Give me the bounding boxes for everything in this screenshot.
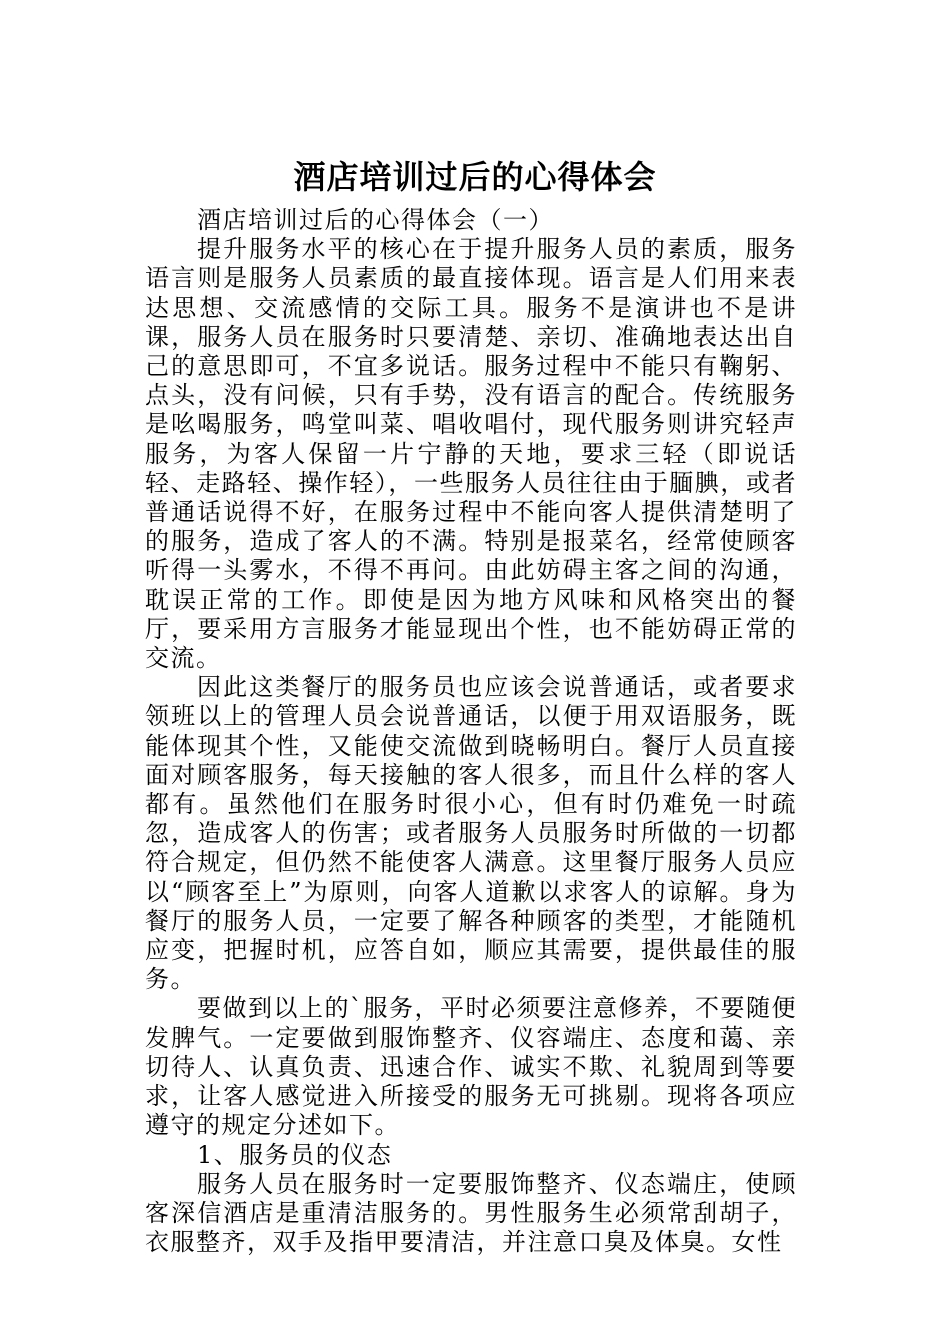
paragraph: 因此这类餐厅的服务员也应该会说普通话，或者要求领班以上的管理人员会说普通话，以便于用双语服务，既能体现其个性，又能使交流做到晓畅明白。餐厅人员直接面对顾客服务，每天接触的客人很多，而且什么样的客人都有。虽然他们在服务时很小心，但有时仍难免一时疏忽，造成客人的伤害；或者服务人员服务时所做的一切都符合规定，但仍然不能使客人满意。这里餐厅服务人员应以“顾客至上”为原则，向客人道歉以求客人的谅解。身为餐厅的服务人员，一定要了解各种顾客的类型，才能随机应变，把握时机，应答自如，顺应其需要，提供最佳的服务。 [145, 673, 797, 994]
paragraph: 服务人员在服务时一定要服饰整齐、仪态端庄，使顾客深信酒店是重清洁服务的。男性服务生必须常刮胡子，衣服整齐，双手及指甲要清洁，并注意口臭及体臭。女性 [145, 1169, 797, 1257]
subsection-heading: 1、服务员的仪态 [197, 1140, 393, 1169]
paragraph: 提升服务水平的核心在于提升服务人员的素质，服务语言则是服务人员素质的最直接体现。语言是人们用来表达思想、交流感情的交际工具。服务不是演讲也不是讲课，服务人员在服务时只要清楚、亲切、准确地表达出自己的意思即可，不宜多说话。服务过程中不能只有鞠躬、点头，没有问候，只有手势，没有语言的配合。传统服务是吆喝服务，鸣堂叫菜、唱收唱付，现代服务则讲究轻声服务，为客人保留一片宁静的天地，要求三轻（即说话轻、走路轻、操作轻），一些服务人员往往由于腼腆，或者普通话说得不好，在服务过程中不能向客人提供清楚明了的服务，造成了客人的不满。特别是报菜名，经常使顾客听得一头雾水，不得不再问。由此妨碍主客之间的沟通，耽误正常的工作。即使是因为地方风味和风格突出的餐厅，要采用方言服务才能显现出个性，也不能妨碍正常的交流。 [145, 235, 797, 673]
paragraph: 要做到以上的`服务，平时必须要注意修养，不要随便发脾气。一定要做到服饰整齐、仪容端庄、态度和蔼、亲切待人、认真负责、迅速合作、诚实不欺、礼貌周到等要求，让客人感觉进入所接受的服务无可挑剔。现将各项应遵守的规定分述如下。 [145, 994, 797, 1140]
page-title: 酒店培训过后的心得体会 [293, 158, 657, 197]
section-heading: 酒店培训过后的心得体会（一） [197, 206, 554, 234]
document-body [145, 206, 797, 1257]
